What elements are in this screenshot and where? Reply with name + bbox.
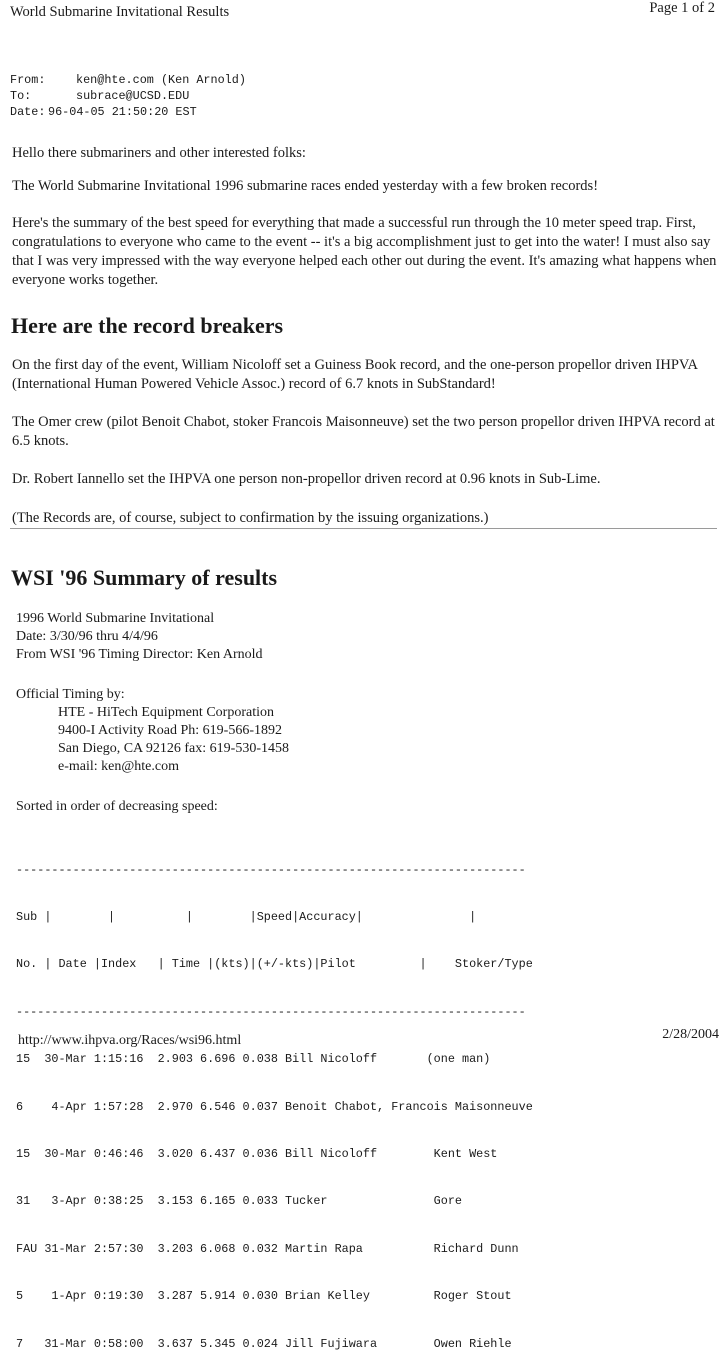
section-divider [10,528,717,529]
date-row [10,104,246,120]
footer-date: 2/28/2004 [662,1027,719,1042]
timing-address-1: 9400-I Activity Road Ph: 619-566-1892 [58,723,282,738]
table-row: 15 30-Mar 1:15:16 2.903 6.696 0.038 Bill Nicoloff (one man) [16,1052,491,1067]
event-name: 1996 World Submarine Invitational [16,611,215,626]
sorted-note: Sorted in order of decreasing speed: [16,799,218,814]
page-number: Page 1 of 2 [649,0,715,16]
timing-info [16,686,289,776]
table-row: 7 31-Mar 0:58:00 3.637 5.345 0.024 Jill Fujiwara Owen Riehle [16,1336,512,1351]
intro-paragraph-1: The World Submarine Invitational 1996 submarine races ended yesterday with a few broken records! [12,178,599,194]
timing-director: From WSI '96 Timing Director: Ken Arnold [16,647,263,662]
from-value: ken@hte.com (Ken Arnold) [76,73,246,87]
records-paragraph-3: Dr. Robert Iannello set the IHPVA one person non-propellor driven record at 0.96 knots in Sub-Lime. [12,471,601,487]
event-dates: Date: 3/30/96 thru 4/4/96 [16,629,158,644]
event-info [16,610,263,664]
records-paragraph-1: On the first day of the event, William Nicoloff set a Guiness Book record, and the one-person propellor driven IHPVA (International Human Powered Vehicle Assoc.) record of 6.7 knots in SubStandard! [12,357,698,392]
table-row: 6 4-Apr 1:57:28 2.970 6.546 0.037 Benoit Chabot, Francois Maisonneuve [16,1099,533,1114]
date-value: 96-04-05 21:50:20 EST [48,105,197,119]
table-rule-mid: ------------------------------------------------------------------------ [16,1004,526,1019]
table-row: 5 1-Apr 0:19:30 3.287 5.914 0.030 Brian Kelley Roger Stout [16,1289,512,1304]
timing-label: Official Timing by: [16,687,125,702]
from-label: From: [10,73,46,87]
table-rule-top: ------------------------------------------------------------------------ [16,862,526,877]
timing-email: e-mail: ken@hte.com [58,759,179,774]
from-row [10,72,246,88]
records-heading: Here are the record breakers [11,313,284,338]
table-row: FAU 31-Mar 2:57:30 3.203 6.068 0.032 Martin Rapa Richard Dunn [16,1241,519,1256]
table-header-2: No. | Date |Index | Time |(kts)|(+/-kts)|Pilot | Stoker/Type [16,957,533,972]
records-paragraph-2: The Omer crew (pilot Benoit Chabot, stoker Francois Maisonneuve) set the two person propellor driven IHPVA record at 6.5 knots. [12,414,715,449]
greeting: Hello there submariners and other interested folks: [12,145,306,161]
email-headers [10,72,246,120]
table-header-1: Sub | | | |Speed|Accuracy| | [16,909,477,924]
table-row: 15 30-Mar 0:46:46 3.020 6.437 0.036 Bill Nicoloff Kent West [16,1146,498,1161]
records-paragraph-4: (The Records are, of course, subject to confirmation by the issuing organizations.) [12,510,489,526]
to-value: subrace@UCSD.EDU [76,89,190,103]
intro-paragraph-2: Here's the summary of the best speed for everything that made a successful run through the 10 meter speed trap. First, congratulations to everyone who came to the event -- it's a big accomplishment just to get into the water! I must also say that I was very impressed with the way everyone helped each other out during the event. It's amazing what happens when everyone works together. [12,215,717,288]
to-row [10,88,246,104]
table-row: 31 3-Apr 0:38:25 3.153 6.165 0.033 Tucker Gore [16,1194,462,1209]
timing-org: HTE - HiTech Equipment Corporation [58,705,274,720]
summary-heading: WSI '96 Summary of results [11,565,278,590]
footer-url: http://www.ihpva.org/Races/wsi96.html [18,1033,242,1048]
document-title: World Submarine Invitational Results [10,4,230,20]
timing-address-2: San Diego, CA 92126 fax: 619-530-1458 [58,741,289,756]
date-label: Date: [10,105,46,119]
to-label: To: [10,89,32,103]
results-table [16,831,533,1368]
